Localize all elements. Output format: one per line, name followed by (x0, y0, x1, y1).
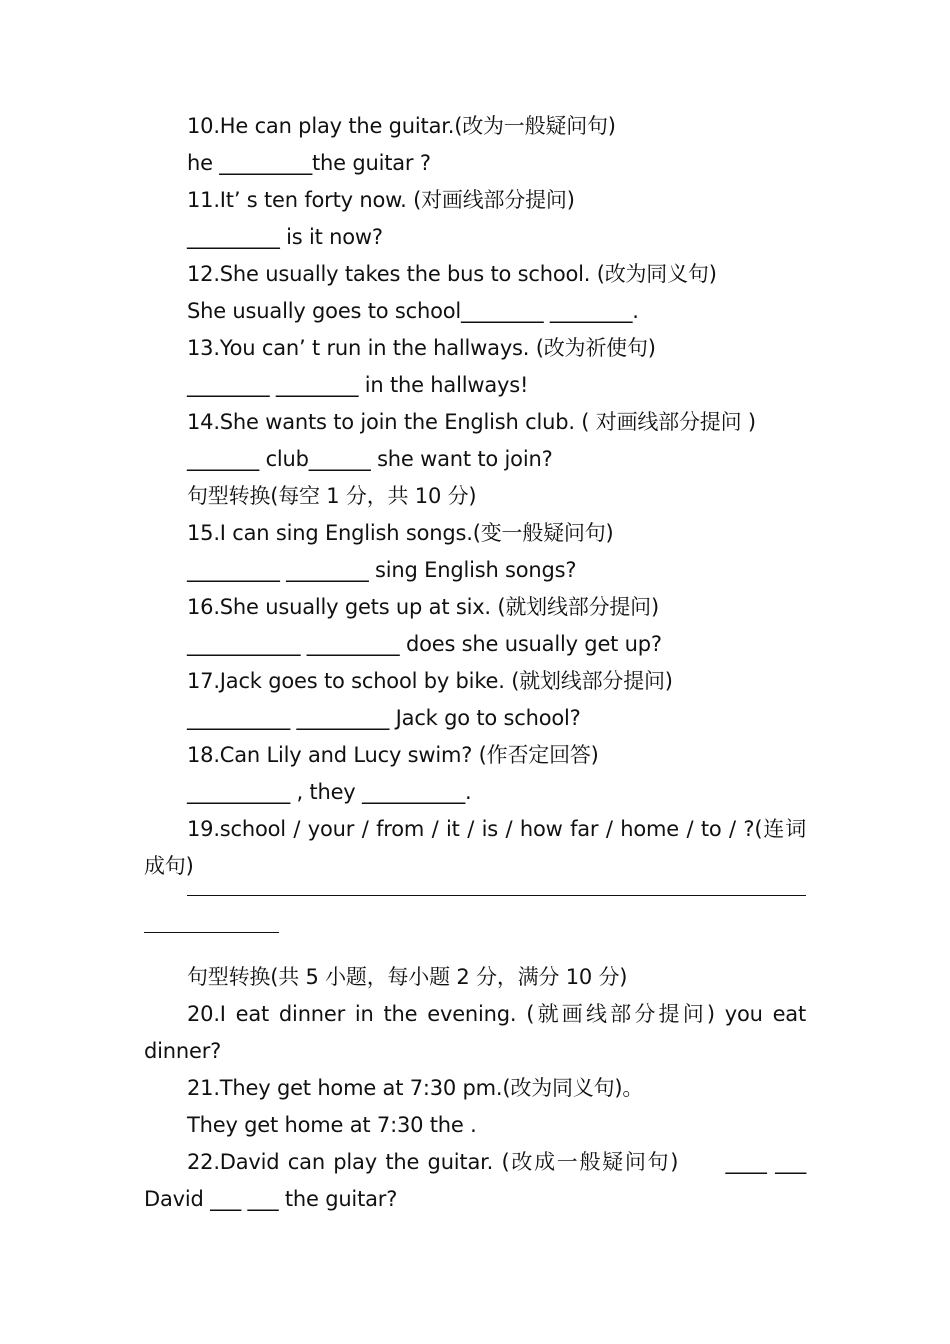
question-15: 15.I can sing English songs.(变一般疑问句) (187, 521, 614, 545)
answer-17: __________ _________ Jack go to school? (187, 706, 581, 730)
question-21: 21.They get home at 7:30 pm.(改为同义句)。 (187, 1076, 644, 1100)
answer-18: __________ , they __________. (187, 780, 472, 804)
question-13: 13.You can’ t run in the hallways. (改为祈使句) (187, 336, 656, 360)
answer-10: he _________the guitar ? (187, 151, 431, 175)
answer-21: They get home at 7:30 the . (187, 1113, 477, 1137)
question-22: 22.David can play the guitar. (改成一般疑问句) ____ ___ David ___ ___ the guitar? (144, 1150, 806, 1211)
answer-16: ___________ _________ does she usually get up? (187, 632, 662, 656)
answer-12: She usually goes to school________ ________. (187, 299, 639, 323)
question-12: 12.She usually takes the bus to school. (改为同义句) (187, 262, 717, 286)
answer-19-rule-1 (187, 895, 806, 896)
answer-14: _______ club______ she want to join? (187, 447, 553, 471)
question-19: 19.school / your / from / it / is / how far / home / to / ?(连词成句) (144, 817, 806, 878)
answer-19-blank-cont (144, 922, 806, 959)
answer-19-blank (144, 885, 806, 922)
question-18: 18.Can Lily and Lucy swim? (作否定回答) (187, 743, 599, 767)
question-20: 20.I eat dinner in the evening. (就画线部分提问) you eat dinner? (144, 1002, 806, 1063)
worksheet-page (144, 108, 806, 1218)
question-10: 10.He can play the guitar.(改为一般疑问句) (187, 114, 616, 138)
question-17: 17.Jack goes to school by bike. (就划线部分提问) (187, 669, 673, 693)
answer-19-rule-2 (144, 932, 279, 933)
answer-11: _________ is it now? (187, 225, 383, 249)
question-11: 11.It’ s ten forty now. (对画线部分提问) (187, 188, 575, 212)
section-heading-1: 句型转换(每空 1 分，共 10 分) (187, 484, 477, 508)
answer-15: _________ ________ sing English songs? (187, 558, 577, 582)
question-16: 16.She usually gets up at six. (就划线部分提问) (187, 595, 659, 619)
section-heading-2: 句型转换(共 5 小题，每小题 2 分，满分 10 分) (187, 965, 628, 989)
question-14: 14.She wants to join the English club. ( 对画线部分提问 ) (187, 410, 756, 434)
answer-13: ________ ________ in the hallways! (187, 373, 529, 397)
